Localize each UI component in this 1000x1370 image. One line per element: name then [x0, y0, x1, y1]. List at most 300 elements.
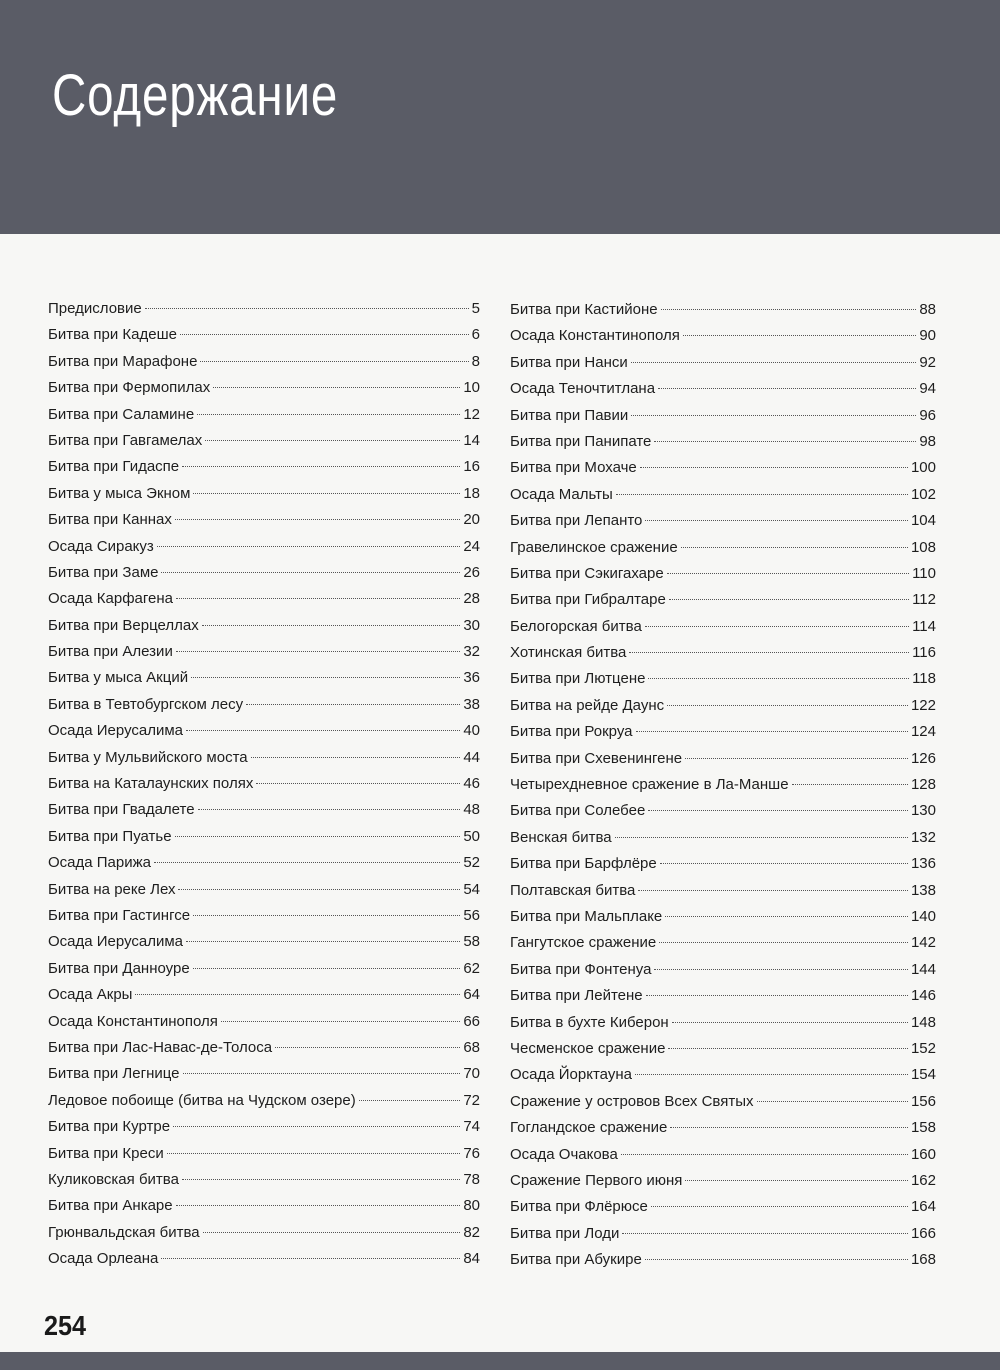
toc-entry-title: Битва при Кастийоне: [510, 301, 658, 318]
toc-entry-page: 10: [463, 379, 480, 397]
toc-leader-dots: [636, 731, 908, 732]
toc-entry-page: 66: [463, 1012, 480, 1030]
toc-leader-dots: [668, 1048, 908, 1049]
toc-leader-dots: [200, 361, 468, 362]
toc-entry-page: 26: [463, 563, 480, 581]
toc-entry-title: Хотинская битва: [510, 644, 627, 662]
toc-entry-page: 72: [463, 1091, 480, 1109]
toc-entry: [510, 878, 936, 904]
toc-leader-dots: [193, 493, 460, 494]
toc-entry-title: Битва в Тевтобургском лесу: [48, 695, 244, 713]
toc-entry: [510, 1221, 936, 1247]
toc-entry: [510, 614, 936, 640]
toc-leader-dots: [669, 599, 909, 600]
toc-entry-page: 100: [910, 459, 936, 477]
toc-entry-page: 54: [463, 880, 480, 898]
toc-entry-page: 64: [463, 986, 480, 1004]
toc-entry-page: 8: [471, 352, 480, 370]
toc-entry-title: Осада Акры: [48, 986, 133, 1004]
toc-leader-dots: [660, 863, 908, 864]
toc-entry: [48, 797, 480, 823]
toc-entry: [510, 693, 936, 719]
toc-leader-dots: [658, 388, 916, 389]
toc-entry-title: Белогорская битва: [510, 617, 642, 635]
toc-entry-page: 164: [910, 1198, 936, 1216]
toc-entry-page: 112: [912, 591, 936, 609]
toc-entry-page: 14: [463, 431, 480, 449]
toc-leader-dots: [203, 1232, 461, 1233]
toc-entry-title: Битва при Алезии: [48, 643, 173, 661]
toc-entry: [510, 640, 936, 666]
toc-entry: [48, 718, 480, 744]
toc-entry-title: Битва на реке Лех: [48, 880, 176, 898]
toc-entry: [510, 666, 936, 692]
toc-entry: [48, 1114, 480, 1140]
toc-entry-title: Битва при Легнице: [48, 1065, 180, 1083]
toc-entry-page: 116: [912, 644, 936, 662]
toc-entry: [510, 772, 936, 798]
toc-entry-page: 128: [910, 776, 936, 794]
toc-entry-title: Битва при Фонтенуа: [510, 960, 652, 978]
toc-leader-dots: [685, 758, 908, 759]
toc-leader-dots: [645, 626, 909, 627]
toc-leader-dots: [638, 890, 908, 891]
toc-entry-title: Битва при Нанси: [510, 353, 628, 371]
toc-leader-dots: [178, 889, 460, 890]
toc-entry: [48, 586, 480, 612]
toc-entry-page: 68: [463, 1038, 480, 1056]
toc-entry-page: 30: [463, 616, 480, 634]
toc-leader-dots: [645, 520, 908, 521]
toc-entry: [510, 1036, 936, 1062]
toc-entry-title: Битва при Сэкигахаре: [510, 564, 664, 582]
toc-leader-dots: [176, 651, 460, 652]
toc-entry-title: Битва при Панипате: [510, 432, 652, 450]
toc-entry-page: 154: [910, 1066, 936, 1084]
toc-entry-page: 36: [463, 669, 480, 687]
toc-entry: [510, 904, 936, 930]
toc-entry-page: 114: [912, 617, 936, 635]
header-banner: [0, 0, 1000, 234]
toc-entry-title: Битва при Гавгамелах: [48, 431, 203, 449]
toc-entry: [510, 1010, 936, 1036]
toc-entry-title: Битва у мыса Экном: [48, 484, 191, 502]
toc-entry: [510, 1089, 936, 1115]
toc-entry: [510, 1142, 936, 1168]
toc-entry-page: 124: [910, 723, 936, 741]
toc-entry: [510, 587, 936, 613]
toc-entry: [48, 534, 480, 560]
toc-entry: [510, 1115, 936, 1141]
toc-entry: [510, 746, 936, 772]
page-number: 254: [44, 1310, 87, 1341]
toc-leader-dots: [615, 837, 908, 838]
toc-left-column: [48, 296, 480, 1272]
toc-entry-page: 92: [919, 353, 936, 371]
toc-entry-page: 16: [463, 458, 480, 476]
toc-leader-dots: [654, 969, 908, 970]
toc-leader-dots: [198, 809, 461, 810]
toc-entry-title: Предисловие: [48, 300, 142, 317]
toc-entry-title: Битва при Креси: [48, 1144, 164, 1162]
toc-entry-title: Битва при Лейтене: [510, 987, 643, 1005]
toc-entry-title: Битва при Мохаче: [510, 459, 637, 477]
toc-leader-dots: [635, 1074, 908, 1075]
toc-leader-dots: [629, 652, 909, 653]
toc-entry-title: Осада Йорктауна: [510, 1066, 632, 1084]
toc-entry-title: Битва при Саламине: [48, 405, 195, 423]
toc-leader-dots: [256, 783, 460, 784]
toc-entry-page: 38: [463, 695, 480, 713]
toc-entry: [510, 1194, 936, 1220]
toc-entry-page: 48: [463, 801, 480, 819]
toc-right-column: [510, 297, 936, 1273]
toc-entry-page: 58: [463, 933, 480, 951]
toc-entry: [510, 455, 936, 481]
toc-entry-page: 122: [910, 696, 936, 714]
toc-leader-dots: [672, 1022, 908, 1023]
toc-entry-title: Битва на Каталаунских полях: [48, 775, 254, 793]
toc-entry-page: 50: [463, 827, 480, 845]
toc-entry-title: Битва при Марафоне: [48, 352, 198, 370]
toc-entry: [48, 929, 480, 955]
toc-entry-title: Осада Карфагена: [48, 590, 173, 608]
toc-leader-dots: [648, 678, 909, 679]
toc-leader-dots: [631, 415, 916, 416]
toc-entry-title: Битва при Каннах: [48, 511, 172, 529]
toc-entry: [510, 508, 936, 534]
toc-leader-dots: [193, 915, 460, 916]
toc-entry: [510, 297, 936, 323]
toc-entry: [510, 983, 936, 1009]
toc-leader-dots: [175, 519, 460, 520]
toc-entry-title: Осада Мальты: [510, 485, 613, 503]
toc-entry-title: Битва при Абукире: [510, 1251, 642, 1269]
toc-entry-page: 162: [910, 1171, 936, 1189]
toc-entry: [48, 877, 480, 903]
toc-entry: [510, 825, 936, 851]
toc-entry: [48, 296, 480, 322]
toc-leader-dots: [161, 572, 460, 573]
toc-entry: [48, 1246, 480, 1272]
toc-leader-dots: [191, 677, 460, 678]
toc-entry-page: 142: [910, 934, 936, 952]
toc-entry-title: Осада Орлеана: [48, 1250, 159, 1268]
toc-entry-title: Гравелинское сражение: [510, 538, 678, 556]
toc-entry-title: Битва при Мальплаке: [510, 907, 663, 925]
toc-leader-dots: [173, 1126, 460, 1127]
toc-entry: [510, 1062, 936, 1088]
toc-entry-page: 18: [463, 484, 480, 502]
toc-entry-title: Сражение у островов Всех Святых: [510, 1092, 754, 1110]
toc-entry-page: 156: [910, 1092, 936, 1110]
toc-leader-dots: [176, 598, 460, 599]
toc-entry: [48, 665, 480, 691]
toc-leader-dots: [640, 467, 908, 468]
toc-entry-page: 144: [910, 960, 936, 978]
toc-entry: [48, 903, 480, 929]
toc-leader-dots: [665, 916, 908, 917]
toc-entry-title: Битва при Заме: [48, 563, 159, 581]
toc-entry: [48, 824, 480, 850]
toc-entry: [510, 719, 936, 745]
toc-entry: [510, 957, 936, 983]
toc-leader-dots: [213, 387, 460, 388]
toc-entry: [48, 322, 480, 348]
toc-entry: [48, 613, 480, 639]
toc-leader-dots: [622, 1233, 908, 1234]
toc-entry-title: Битва при Барфлёре: [510, 855, 657, 873]
toc-entry: [48, 402, 480, 428]
toc-entry-page: 90: [919, 327, 936, 345]
toc-entry-title: Битва при Лепанто: [510, 512, 643, 530]
toc-leader-dots: [167, 1153, 461, 1154]
toc-entry-page: 126: [910, 749, 936, 767]
toc-entry-title: Осада Константинополя: [510, 327, 680, 345]
toc-leader-dots: [621, 1154, 908, 1155]
toc-entry-page: 130: [910, 802, 936, 820]
toc-entry-title: Чесменское сражение: [510, 1039, 666, 1057]
toc-leader-dots: [659, 942, 908, 943]
toc-entry-page: 152: [910, 1039, 936, 1057]
toc-leader-dots: [221, 1021, 460, 1022]
toc-leader-dots: [683, 335, 916, 336]
toc-entry-page: 28: [463, 590, 480, 608]
toc-entry: [48, 1220, 480, 1246]
toc-leader-dots: [193, 968, 461, 969]
toc-entry: [510, 403, 936, 429]
toc-leader-dots: [202, 625, 461, 626]
toc-leader-dots: [661, 309, 917, 310]
toc-entry-page: 12: [463, 405, 480, 423]
toc-entry: [48, 560, 480, 586]
toc-entry-page: 78: [463, 1170, 480, 1188]
toc-entry-title: Осада Теночтитлана: [510, 380, 656, 398]
toc-entry-title: Осада Иерусалима: [48, 933, 184, 951]
page-title: Содержание: [52, 63, 339, 128]
toc-entry: [510, 535, 936, 561]
toc-entry-page: 110: [912, 564, 936, 582]
toc-entry-title: Битва у мыса Акций: [48, 669, 189, 687]
toc-leader-dots: [145, 308, 469, 309]
toc-entry-page: 160: [910, 1145, 936, 1163]
toc-leader-dots: [651, 1206, 908, 1207]
toc-entry-title: Битва при Лютцене: [510, 670, 646, 688]
toc-entry-title: Битва при Верцеллах: [48, 616, 199, 634]
toc-entry: [48, 1009, 480, 1035]
toc-leader-dots: [681, 547, 908, 548]
toc-entry-page: 166: [910, 1224, 936, 1242]
toc-leader-dots: [757, 1101, 908, 1102]
toc-entry-title: Гогландское сражение: [510, 1119, 668, 1137]
toc-entry-page: 84: [463, 1250, 480, 1268]
toc-entry: [48, 982, 480, 1008]
toc-entry: [510, 1247, 936, 1273]
toc-leader-dots: [182, 466, 460, 467]
toc-entry-title: Осада Константинополя: [48, 1012, 218, 1030]
toc-leader-dots: [154, 862, 460, 863]
toc-entry: [510, 376, 936, 402]
toc-entry-title: Битва при Кадеше: [48, 326, 177, 344]
toc-entry-page: 76: [463, 1144, 480, 1162]
toc-entry-title: Битва при Флёрюсе: [510, 1198, 648, 1216]
toc-entry: [48, 692, 480, 718]
toc-entry-page: 80: [463, 1197, 480, 1215]
toc-leader-dots: [645, 1259, 908, 1260]
toc-entry: [48, 1061, 480, 1087]
toc-leader-dots: [176, 1205, 461, 1206]
toc-entry-page: 44: [463, 748, 480, 766]
toc-leader-dots: [182, 1179, 460, 1180]
toc-entry-page: 6: [471, 326, 480, 344]
toc-leader-dots: [631, 362, 917, 363]
toc-leader-dots: [359, 1100, 461, 1101]
toc-entry-page: 136: [910, 855, 936, 873]
toc-entry-title: Грюнвальдская битва: [48, 1223, 200, 1241]
toc-entry: [48, 481, 480, 507]
toc-entry-page: 96: [919, 406, 936, 424]
toc-entry-page: 82: [463, 1223, 480, 1241]
toc-entry-title: Ледовое побоище (битва на Чудском озере): [48, 1091, 356, 1109]
toc-entry-title: Битва при Фермопилах: [48, 379, 211, 397]
toc-entry-page: 20: [463, 511, 480, 529]
toc-entry-page: 94: [919, 380, 936, 398]
toc-entry-page: 118: [912, 670, 936, 688]
toc-entry: [510, 930, 936, 956]
toc-entry-page: 70: [463, 1065, 480, 1083]
toc-entry-title: Битва у Мульвийского моста: [48, 748, 248, 766]
toc-entry-title: Гангутское сражение: [510, 934, 657, 952]
toc-entry: [48, 771, 480, 797]
toc-entry-title: Битва при Лас-Навас-де-Толоса: [48, 1038, 273, 1056]
toc-entry-page: 46: [463, 775, 480, 793]
toc-leader-dots: [685, 1180, 908, 1181]
toc-entry-title: Осада Очакова: [510, 1145, 618, 1163]
toc-leader-dots: [135, 994, 460, 995]
toc-entry: [510, 429, 936, 455]
toc-entry-page: 102: [910, 485, 936, 503]
toc-leader-dots: [205, 440, 460, 441]
toc-leader-dots: [246, 704, 460, 705]
toc-entry-title: Битва при Анкаре: [48, 1197, 173, 1215]
toc-entry-title: Битва при Гибралтаре: [510, 591, 666, 609]
toc-entry: [510, 851, 936, 877]
toc-entry-title: Битва при Схевенингене: [510, 749, 683, 767]
toc-entry: [510, 482, 936, 508]
toc-entry-page: 52: [463, 854, 480, 872]
toc-entry-page: 138: [910, 881, 936, 899]
toc-leader-dots: [670, 1127, 908, 1128]
toc-entry-title: Битва при Павии: [510, 406, 629, 424]
toc-entry-title: Битва при Гвадалете: [48, 801, 195, 819]
toc-entry: [48, 428, 480, 454]
toc-entry-title: Битва при Гидаспе: [48, 458, 180, 476]
toc-entry: [48, 1167, 480, 1193]
toc-leader-dots: [251, 757, 461, 758]
toc-entry: [48, 349, 480, 375]
toc-entry-title: Осада Иерусалима: [48, 722, 184, 740]
toc-entry: [48, 639, 480, 665]
toc-leader-dots: [667, 705, 908, 706]
toc-entry-title: Осада Сиракуз: [48, 537, 154, 555]
toc-entry: [48, 507, 480, 533]
toc-entry: [510, 350, 936, 376]
toc-leader-dots: [654, 441, 916, 442]
toc-entry-page: 108: [910, 538, 936, 556]
toc-entry-page: 74: [463, 1118, 480, 1136]
toc-entry-page: 132: [910, 828, 936, 846]
toc-leader-dots: [667, 573, 909, 574]
toc-leader-dots: [197, 414, 460, 415]
toc-entry-page: 40: [463, 722, 480, 740]
toc-entry-title: Битва при Данноуре: [48, 959, 190, 977]
toc-entry-page: 140: [910, 907, 936, 925]
toc-entry: [48, 956, 480, 982]
toc-entry: [48, 1193, 480, 1219]
toc-entry-title: Сражение Первого июня: [510, 1171, 683, 1189]
toc-leader-dots: [175, 836, 461, 837]
toc-entry-page: 168: [910, 1251, 936, 1269]
toc-entry: [48, 454, 480, 480]
toc-leader-dots: [161, 1258, 460, 1259]
toc-entry: [48, 1141, 480, 1167]
toc-leader-dots: [186, 941, 460, 942]
toc-leader-dots: [648, 810, 908, 811]
toc-entry-page: 104: [910, 512, 936, 530]
toc-entry-page: 158: [910, 1119, 936, 1137]
toc-entry: [510, 561, 936, 587]
toc-entry: [48, 1088, 480, 1114]
footer-bar: [0, 1352, 1000, 1370]
toc-entry-page: 56: [463, 906, 480, 924]
toc-entry-page: 88: [919, 301, 936, 318]
toc-entry-title: Битва в бухте Киберон: [510, 1013, 669, 1031]
toc-entry-title: Битва на рейде Даунс: [510, 696, 665, 714]
toc-leader-dots: [616, 494, 908, 495]
toc-entry-title: Битва при Гастингсе: [48, 906, 191, 924]
toc-leader-dots: [646, 995, 908, 996]
toc-leader-dots: [157, 546, 461, 547]
toc-entry-title: Осада Парижа: [48, 854, 151, 872]
toc-entry: [510, 798, 936, 824]
toc-entry: [510, 1168, 936, 1194]
toc-entry-title: Полтавская битва: [510, 881, 636, 899]
toc-entry: [48, 375, 480, 401]
toc-entry: [48, 1035, 480, 1061]
toc-leader-dots: [180, 334, 469, 335]
toc-entry-title: Куликовская битва: [48, 1170, 179, 1188]
toc-entry-page: 5: [471, 300, 480, 317]
toc-entry-page: 62: [463, 959, 480, 977]
toc-entry-title: Четырехдневное сражение в Ла-Манше: [510, 776, 789, 794]
toc-leader-dots: [792, 784, 908, 785]
toc-entry-page: 148: [910, 1013, 936, 1031]
toc-entry-title: Битва при Лоди: [510, 1224, 620, 1242]
toc-entry-page: 146: [910, 987, 936, 1005]
toc-entry: [48, 850, 480, 876]
toc-entry-title: Битва при Куртре: [48, 1118, 171, 1136]
toc-entry-title: Венская битва: [510, 828, 612, 846]
toc-entry-page: 32: [463, 643, 480, 661]
toc-leader-dots: [186, 730, 460, 731]
toc-entry-title: Битва при Рокруа: [510, 723, 633, 741]
toc-entry-page: 98: [919, 432, 936, 450]
toc-entry: [48, 745, 480, 771]
toc-leader-dots: [183, 1073, 461, 1074]
toc-entry-title: Битва при Солебее: [510, 802, 646, 820]
toc-entry-title: Битва при Пуатье: [48, 827, 172, 845]
toc-entry-page: 24: [463, 537, 480, 555]
